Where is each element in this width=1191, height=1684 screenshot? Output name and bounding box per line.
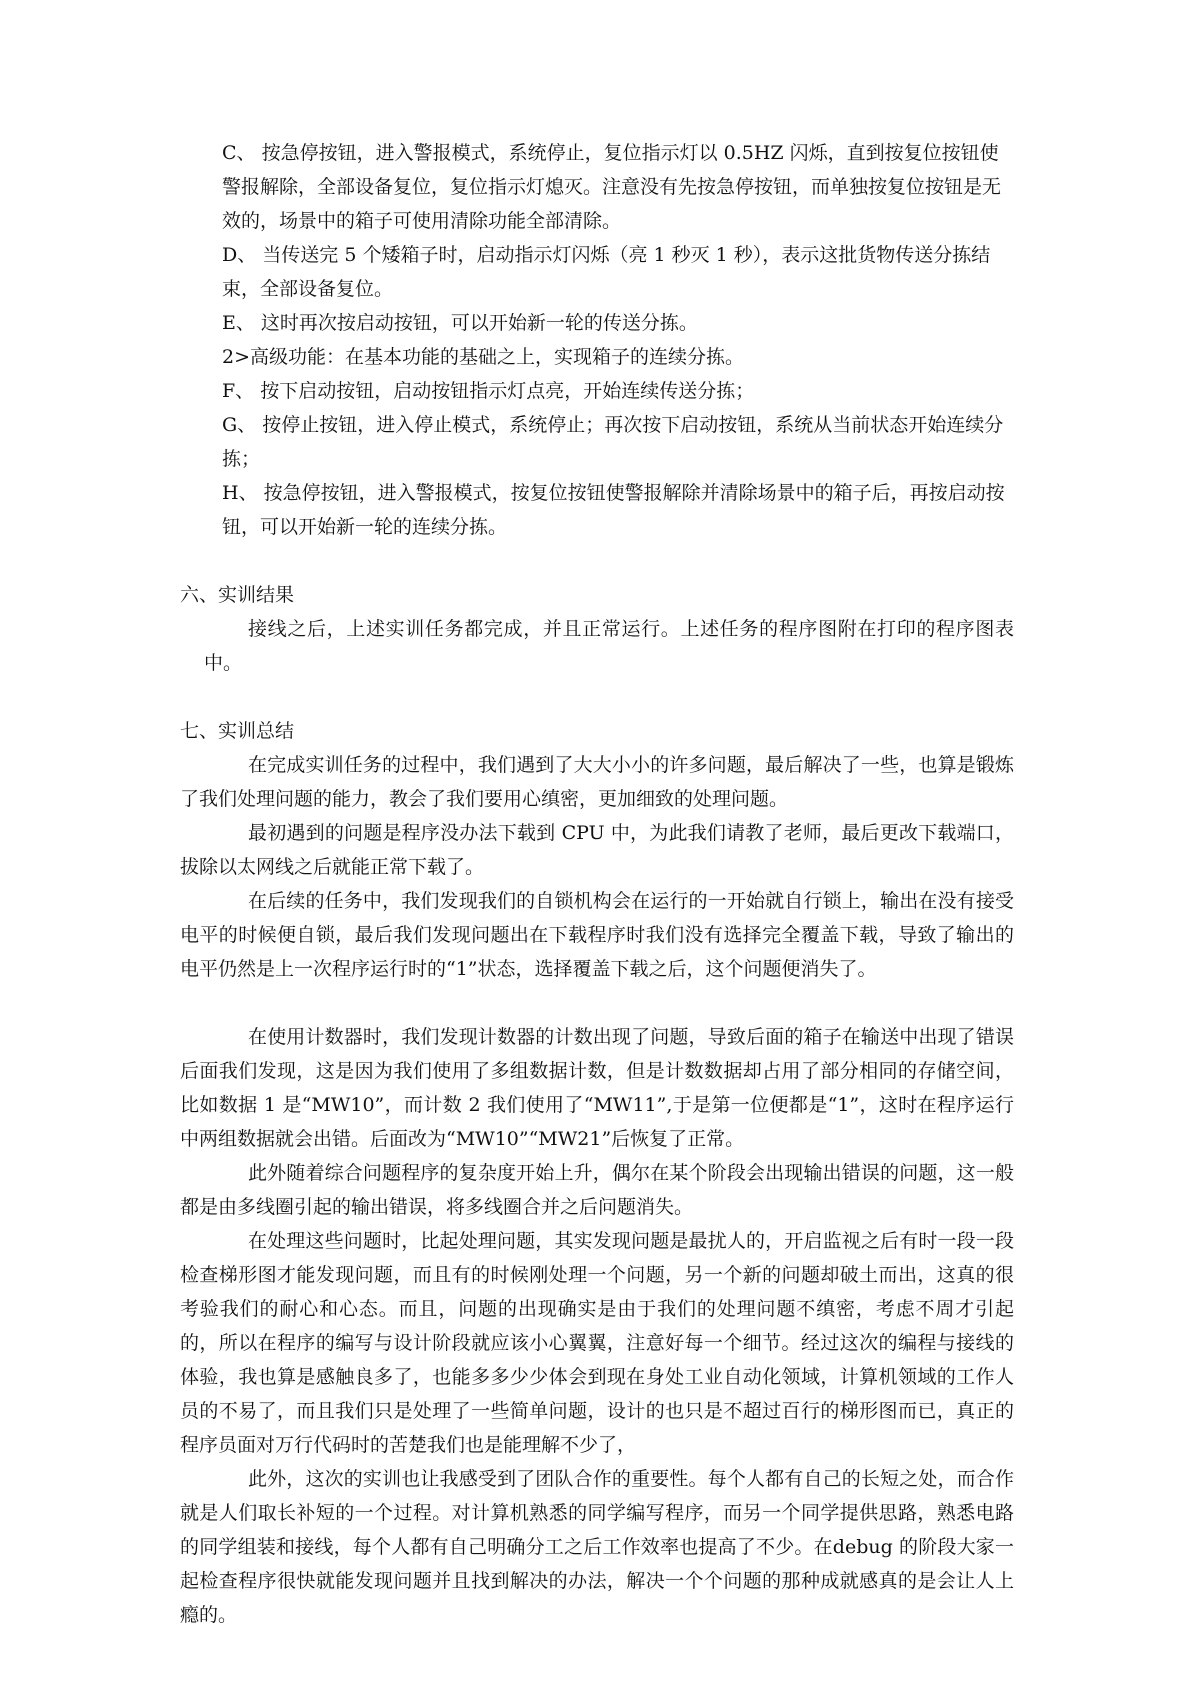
item-d-text: D、 当传送完 5 个矮箱子时，启动指示灯闪烁（亮 1 秒灭 1 秒），表示这批货物传送分拣结束，全部设备复位。	[222, 244, 991, 300]
item-h	[222, 476, 1014, 544]
item-g-text: G、 按停止按钮，进入停止模式，系统停止；再次按下启动按钮，系统从当前状态开始连续分拣；	[222, 414, 1004, 470]
item-g	[222, 408, 1014, 476]
section7-paragraph-6: 在处理这些问题时，比起处理问题，其实发现问题是最扰人的，开启监视之后有时一段一段检查梯形图才能发现问题，而且有的时候刚处理一个问题，另一个新的问题却破土而出，这真的很考验我们的耐心和心态。而且，问题的出现确实是由于我们的处理问题不缜密，考虑不周才引起的，所以在程序的编写与设计阶段就应该小心翼翼，注意好每一个细节。经过这次的编程与接线的体验，我也算是感触良多了，也能多多少少体会到现在身处工业自动化领域，计算机领域的工作人员的不易了，而且我们只是处理了一些简单问题，设计的也只是不超过百行的梯形图而已，真正的程序员面对万行代码时的苦楚我们也是能理解不少了，	[180, 1230, 1014, 1456]
item-c	[222, 136, 1014, 238]
item-e	[222, 306, 1014, 340]
item-f	[222, 374, 1014, 408]
section7-paragraph-2: 最初遇到的问题是程序没办法下载到 CPU 中，为此我们请教了老师，最后更改下载端口，拔除以太网线之后就能正常下载了。	[180, 822, 1014, 878]
section7-heading: 七、实训总结	[180, 720, 295, 742]
item-f-text: F、 按下启动按钮，启动按钮指示灯点亮，开始连续传送分拣；	[222, 380, 755, 402]
item-advanced	[222, 340, 1014, 374]
section7-paragraph-4: 在使用计数器时，我们发现计数器的计数出现了问题，导致后面的箱子在输送中出现了错误后面我们发现，这是因为我们使用了多组数据计数，但是计数数据却占用了部分相同的存储空间，比如数据 1 是“MW10”，而计数 2 我们使用了“MW11”,于是第一位便都是“1”，这时在程序运行中两组数据就会出错。后面改为“MW10”“MW21”后恢复了正常。	[180, 1026, 1014, 1150]
section6-paragraph: 接线之后，上述实训任务都完成，并且正常运行。上述任务的程序图附在打印的程序图表中。	[204, 618, 1014, 674]
section7-paragraph-1: 在完成实训任务的过程中，我们遇到了大大小小的许多问题，最后解决了一些，也算是锻炼了我们处理问题的能力，教会了我们要用心缜密，更加细致的处理问题。	[180, 754, 1014, 810]
section6-heading: 六、实训结果	[180, 584, 295, 606]
section7-paragraph-5: 此外随着综合问题程序的复杂度开始上升，偶尔在某个阶段会出现输出错误的问题，这一般都是由多线圈引起的输出错误，将多线圈合并之后问题消失。	[180, 1162, 1014, 1218]
item-advanced-text: 2>高级功能：在基本功能的基础之上，实现箱子的连续分拣。	[222, 346, 745, 368]
item-h-text: H、 按急停按钮，进入警报模式，按复位按钮使警报解除并清除场景中的箱子后，再按启动按钮，可以开始新一轮的连续分拣。	[222, 482, 1005, 538]
item-c-text: C、 按急停按钮，进入警报模式，系统停止，复位指示灯以 0.5HZ 闪烁，直到按复位按钮使警报解除，全部设备复位，复位指示灯熄灭。注意没有先按急停按钮，而单独按复位按钮是无效的，场景中的箱子可使用清除功能全部清除。	[222, 142, 1002, 232]
section7-paragraph-7: 此外，这次的实训也让我感受到了团队合作的重要性。每个人都有自己的长短之处，而合作就是人们取长补短的一个过程。对计算机熟悉的同学编写程序，而另一个同学提供思路，熟悉电路的同学组装和接线，每个人都有自己明确分工之后工作效率也提高了不少。在debug 的阶段大家一起检查程序很快就能发现问题并且找到解决的办法，解决一个个问题的那种成就感真的是会让人上瘾的。	[180, 1468, 1014, 1626]
section7-paragraph-3: 在后续的任务中，我们发现我们的自锁机构会在运行的一开始就自行锁上，输出在没有接受电平的时候便自锁，最后我们发现问题出在下载程序时我们没有选择完全覆盖下载，导致了输出的电平仍然是上一次程序运行时的“1”状态，选择覆盖下载之后，这个问题便消失了。	[180, 890, 1014, 980]
item-d	[222, 238, 1014, 306]
item-e-text: E、 这时再次按启动按钮，可以开始新一轮的传送分拣。	[222, 312, 698, 334]
